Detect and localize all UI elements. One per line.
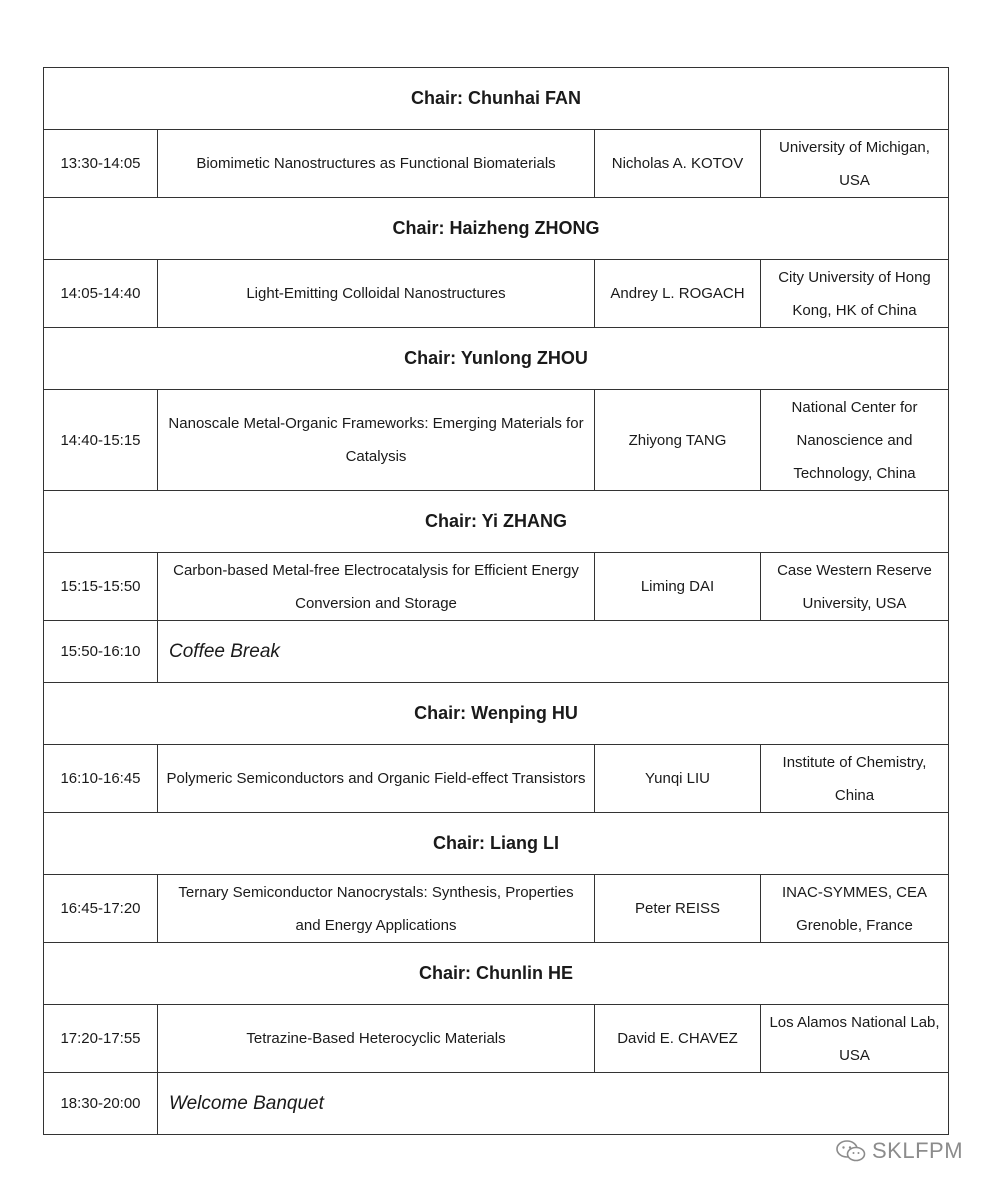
chair-name: Chair: Chunlin HE — [44, 943, 949, 1005]
watermark-text: SKLFPM — [872, 1138, 964, 1163]
talk-title: Ternary Semiconductor Nanocrystals: Synthesis, Properties and Energy Applications — [158, 875, 595, 943]
talk-time: 14:05-14:40 — [44, 260, 158, 328]
talk-speaker: Peter REISS — [595, 875, 761, 943]
talk-row — [44, 390, 949, 491]
talk-speaker: Yunqi LIU — [595, 745, 761, 813]
talk-affiliation: National Center for Nanoscience and Technology, China — [761, 390, 949, 491]
chair-name: Chair: Liang LI — [44, 813, 949, 875]
chair-name: Chair: Wenping HU — [44, 683, 949, 745]
talk-affiliation: City University of Hong Kong, HK of China — [761, 260, 949, 328]
talk-row — [44, 260, 949, 328]
talk-affiliation: University of Michigan, USA — [761, 130, 949, 198]
chair-row — [44, 943, 949, 1005]
chair-name: Chair: Yi ZHANG — [44, 491, 949, 553]
talk-row — [44, 553, 949, 621]
talk-affiliation: Case Western Reserve University, USA — [761, 553, 949, 621]
talk-speaker: Liming DAI — [595, 553, 761, 621]
wechat-icon — [836, 1140, 866, 1162]
schedule-table — [43, 67, 949, 1135]
talk-speaker: Zhiyong TANG — [595, 390, 761, 491]
chair-row — [44, 198, 949, 260]
talk-time: 16:45-17:20 — [44, 875, 158, 943]
talk-time: 17:20-17:55 — [44, 1005, 158, 1073]
break-time: 18:30-20:00 — [44, 1073, 158, 1135]
break-time: 15:50-16:10 — [44, 621, 158, 683]
talk-title: Carbon-based Metal-free Electrocatalysis for Efficient Energy Conversion and Storage — [158, 553, 595, 621]
talk-time: 13:30-14:05 — [44, 130, 158, 198]
talk-title: Light-Emitting Colloidal Nanostructures — [158, 260, 595, 328]
talk-title: Nanoscale Metal-Organic Frameworks: Emerging Materials for Catalysis — [158, 390, 595, 491]
chair-row — [44, 813, 949, 875]
talk-row — [44, 875, 949, 943]
talk-affiliation: INAC-SYMMES, CEA Grenoble, France — [761, 875, 949, 943]
chair-row — [44, 328, 949, 390]
chair-name: Chair: Yunlong ZHOU — [44, 328, 949, 390]
break-row — [44, 621, 949, 683]
watermark — [836, 1136, 963, 1166]
talk-time: 14:40-15:15 — [44, 390, 158, 491]
talk-row — [44, 745, 949, 813]
talk-time: 16:10-16:45 — [44, 745, 158, 813]
talk-row — [44, 1005, 949, 1073]
break-row — [44, 1073, 949, 1135]
talk-speaker: David E. CHAVEZ — [595, 1005, 761, 1073]
talk-title: Biomimetic Nanostructures as Functional Biomaterials — [158, 130, 595, 198]
talk-speaker: Nicholas A. KOTOV — [595, 130, 761, 198]
talk-title: Tetrazine-Based Heterocyclic Materials — [158, 1005, 595, 1073]
talk-speaker: Andrey L. ROGACH — [595, 260, 761, 328]
break-label: Coffee Break — [158, 621, 949, 683]
talk-title: Polymeric Semiconductors and Organic Field-effect Transistors — [158, 745, 595, 813]
chair-row — [44, 491, 949, 553]
talk-row — [44, 130, 949, 198]
talk-time: 15:15-15:50 — [44, 553, 158, 621]
chair-row — [44, 683, 949, 745]
break-label: Welcome Banquet — [158, 1073, 949, 1135]
chair-name: Chair: Chunhai FAN — [44, 68, 949, 130]
talk-affiliation: Los Alamos National Lab, USA — [761, 1005, 949, 1073]
chair-row — [44, 68, 949, 130]
talk-affiliation: Institute of Chemistry, China — [761, 745, 949, 813]
chair-name: Chair: Haizheng ZHONG — [44, 198, 949, 260]
